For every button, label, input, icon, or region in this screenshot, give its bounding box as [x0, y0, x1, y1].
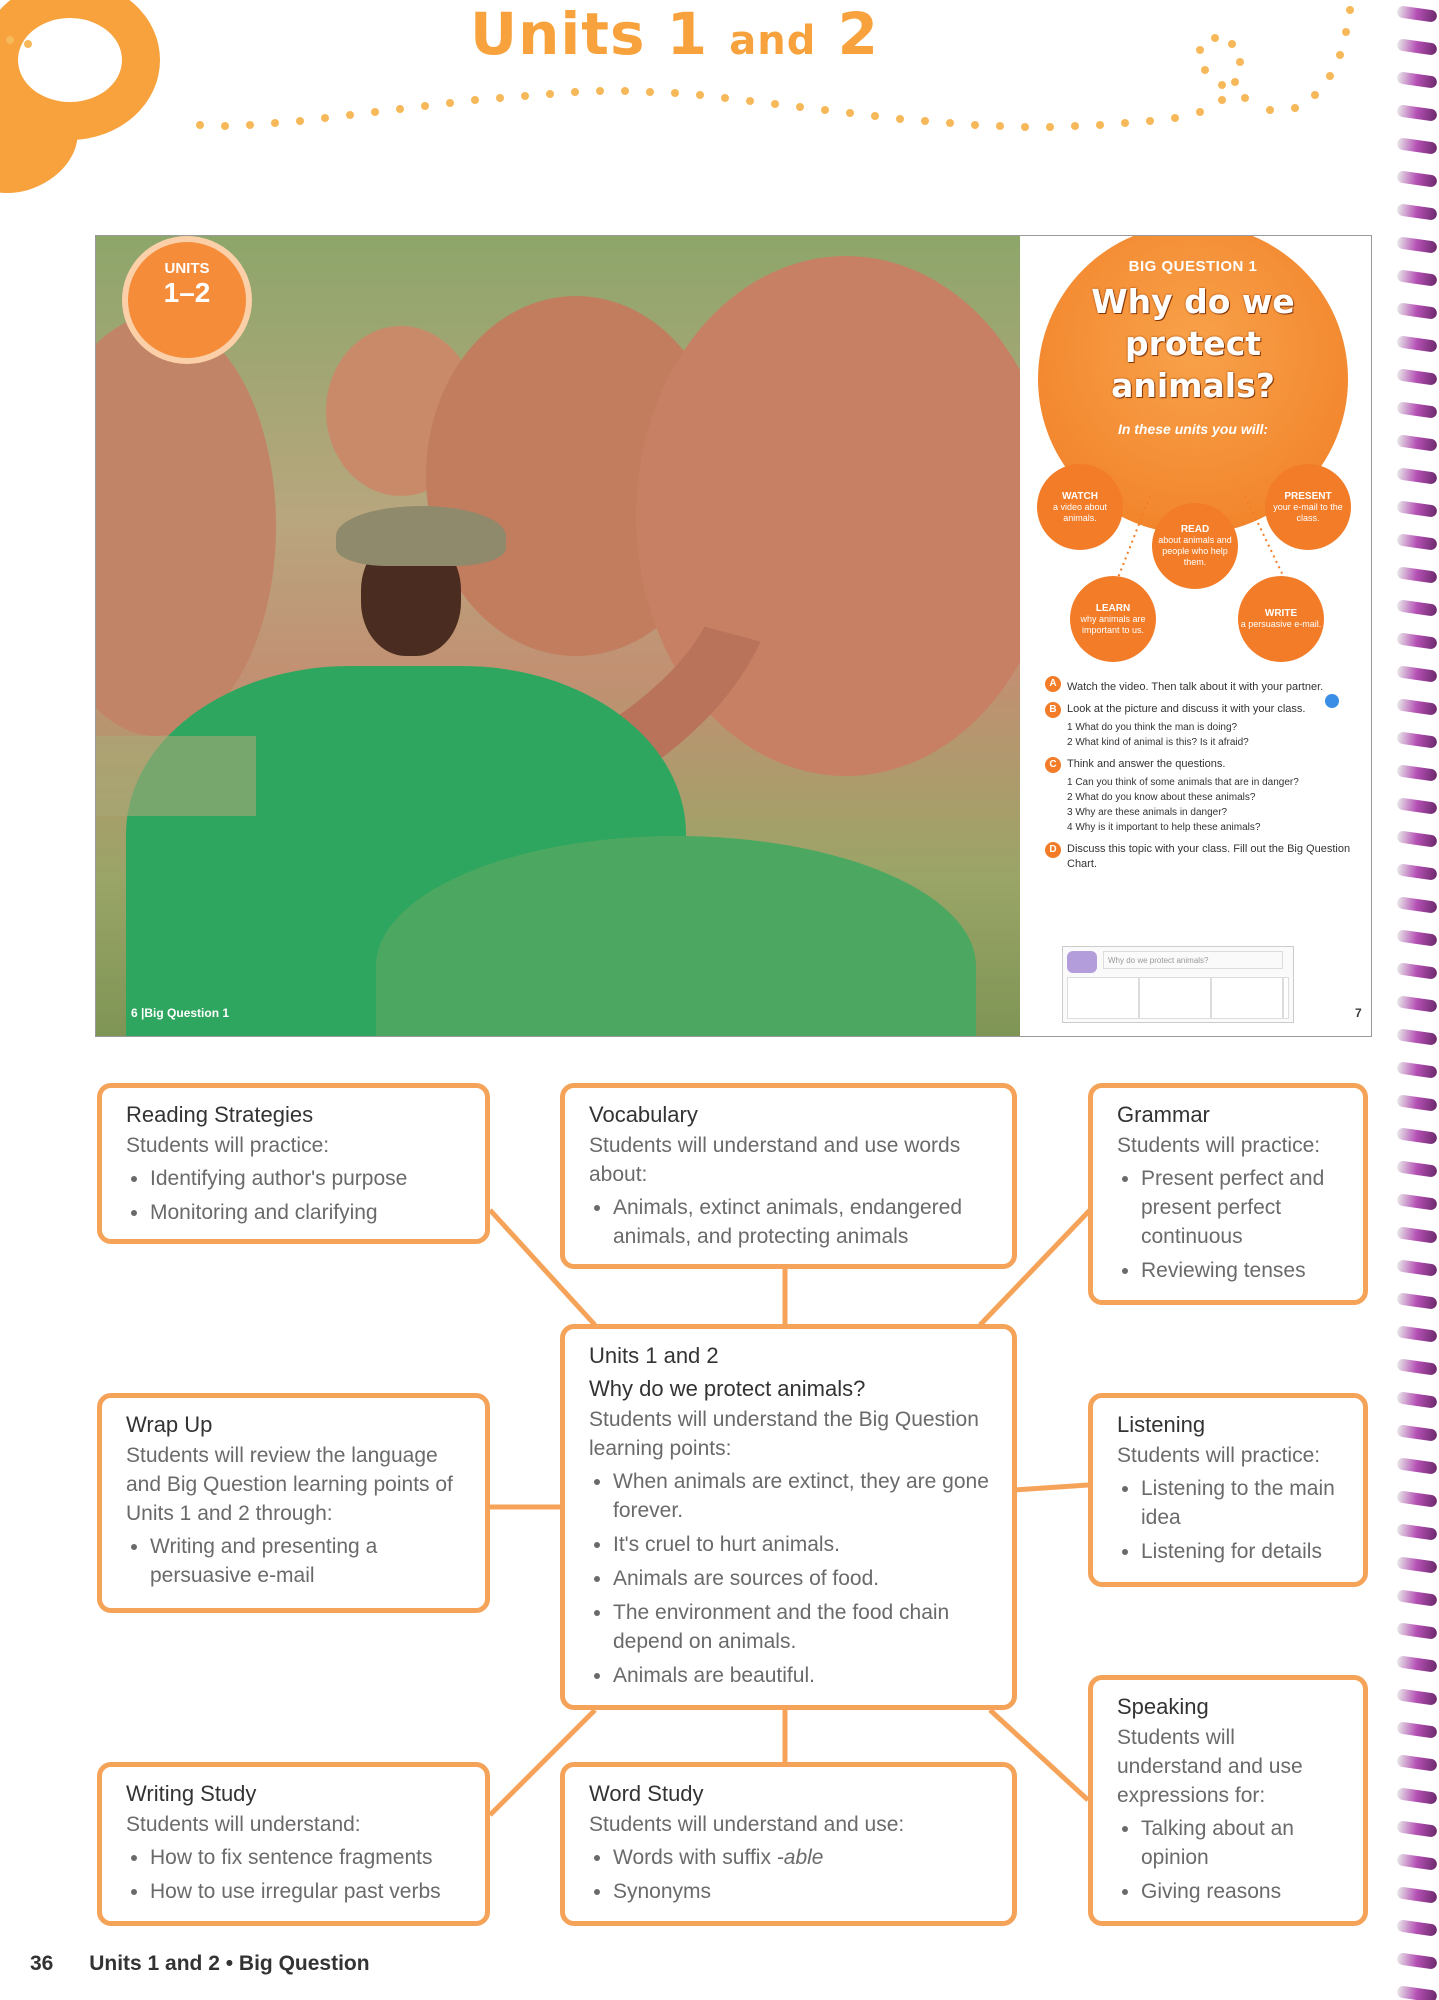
- central-big-question-box: [560, 1324, 1017, 1710]
- box-intro: Students will understand the Big Question learning points:: [589, 1408, 979, 1460]
- box-item: • It's cruel to hurt animals.: [613, 1530, 992, 1559]
- goal-watch-verb: WATCH: [1062, 490, 1098, 502]
- grammar-box: [1088, 1083, 1368, 1305]
- speaking-box: [1088, 1675, 1368, 1926]
- task-c-item: 4 Why is it important to help these animals?: [1067, 822, 1261, 833]
- task-b-item: 2 What kind of animal is this? Is it afraid?: [1067, 737, 1249, 748]
- word-study-box: [560, 1762, 1017, 1926]
- box-item: • Listening to the main idea: [1141, 1474, 1343, 1532]
- task-a-text: Watch the video. Then talk about it with your partner.: [1067, 681, 1324, 693]
- box-intro: Students will understand and use:: [589, 1813, 905, 1836]
- task-a-letter: A: [1045, 676, 1061, 692]
- box-item: • Synonyms: [613, 1877, 992, 1906]
- box-title: Grammar: [1117, 1102, 1210, 1127]
- task-b-text: Look at the picture and discuss it with your class.: [1067, 703, 1306, 715]
- box-title: Reading Strategies: [126, 1102, 314, 1127]
- box-item: • When animals are extinct, they are gone forever.: [613, 1467, 992, 1525]
- goal-learn-text: why animals are important to us.: [1080, 613, 1146, 635]
- box-item: • Identifying author's purpose: [150, 1164, 465, 1193]
- box-item: • Giving reasons: [1141, 1877, 1343, 1906]
- task-c-letter: C: [1045, 757, 1061, 773]
- suffix-able: -able: [776, 1846, 824, 1869]
- goal-learn-verb: LEARN: [1095, 602, 1131, 614]
- title-part2: 2: [837, 0, 879, 68]
- box-item: • Monitoring and clarifying: [150, 1198, 465, 1227]
- box-title: Writing Study: [126, 1781, 257, 1806]
- units-badge-line2: 1–2: [163, 277, 211, 308]
- listening-box: [1088, 1393, 1368, 1587]
- task-b-letter: B: [1045, 702, 1061, 718]
- box-title: Speaking: [1117, 1694, 1209, 1719]
- suffix-prefix-text: Words with suffix: [613, 1846, 777, 1869]
- big-question-intro: In these units you will:: [1117, 421, 1269, 437]
- goal-read-text: about animals and people who help them.: [1158, 535, 1232, 567]
- wrap-up-box: [97, 1393, 490, 1613]
- vocabulary-box: [560, 1083, 1017, 1269]
- box-intro: Students will understand:: [126, 1813, 361, 1836]
- goal-write-text: a persuasive e-mail.: [1240, 619, 1322, 629]
- box-item: • The environment and the food chain depend on animals.: [613, 1598, 992, 1656]
- title-and: and: [729, 18, 817, 64]
- box-intro: Students will review the language and Big Question learning points of Units 1 and 2 through:: [126, 1444, 453, 1525]
- task-c-text: Think and answer the questions.: [1067, 758, 1226, 770]
- box-title: Listening: [1117, 1412, 1206, 1437]
- right-page-number: 7: [1355, 1006, 1362, 1020]
- box-item: • How to fix sentence fragments: [150, 1843, 465, 1872]
- box-intro: Students will understand and use words about:: [589, 1134, 961, 1186]
- box-item: • Listening for details: [1141, 1537, 1343, 1566]
- big-question-text: Why do we protect animals?: [1091, 282, 1295, 405]
- writing-study-box: [97, 1762, 490, 1926]
- box-intro: Students will practice:: [126, 1134, 330, 1157]
- task-c-item: 2 What do you know about these animals?: [1067, 792, 1256, 803]
- box-title: Vocabulary: [589, 1102, 698, 1127]
- units-badge-line1: UNITS: [164, 260, 210, 277]
- box-title: Units 1 and 2: [589, 1343, 719, 1368]
- box-intro: Students will practice:: [1117, 1444, 1321, 1467]
- box-item: • Talking about an opinion: [1141, 1814, 1343, 1872]
- box-item: • How to use irregular past verbs: [150, 1877, 465, 1906]
- box-item: • Animals are sources of food.: [613, 1564, 992, 1593]
- page-number: 36: [30, 1952, 54, 1975]
- task-d-text: Discuss this topic with your class. Fill out the Big Question Chart.: [1067, 843, 1351, 870]
- task-d-letter: D: [1045, 842, 1061, 858]
- goal-read-verb: READ: [1180, 524, 1210, 535]
- box-subtitle: Why do we protect animals?: [589, 1376, 866, 1401]
- task-c-item: 3 Why are these animals in danger?: [1067, 807, 1228, 818]
- goal-watch-text: a video about animals.: [1052, 501, 1108, 523]
- title-part1: Units 1: [470, 0, 709, 68]
- box-intro: Students will understand and use expressions for:: [1117, 1726, 1303, 1807]
- box-item: • Reviewing tenses: [1141, 1256, 1343, 1285]
- box-title: Word Study: [589, 1781, 704, 1806]
- box-item: • Writing and presenting a persuasive e-mail: [150, 1532, 465, 1590]
- goal-present-verb: PRESENT: [1284, 490, 1332, 502]
- page-footer: [30, 1952, 370, 1976]
- box-item: • Animals, extinct animals, endangered animals, and protecting animals: [613, 1193, 992, 1251]
- left-page-footer: 6 |Big Question 1: [131, 1006, 230, 1020]
- box-intro: Students will practice:: [1117, 1134, 1321, 1157]
- task-c-item: 1 Can you think of some animals that are in danger?: [1067, 777, 1299, 788]
- chart-thumb-title: Why do we protect animals?: [1103, 951, 1283, 969]
- big-question-label: BIG QUESTION 1: [1128, 258, 1258, 275]
- footer-text: Units 1 and 2 • Big Question: [89, 1952, 370, 1975]
- box-title: Wrap Up: [126, 1412, 213, 1437]
- reading-strategies-box: [97, 1083, 490, 1244]
- task-b-item: 1 What do you think the man is doing?: [1067, 722, 1238, 733]
- box-item: • Present perfect and present perfect continuous: [1141, 1164, 1343, 1251]
- goal-present-text: your e-mail to the class.: [1273, 501, 1343, 523]
- goal-write-verb: WRITE: [1264, 608, 1298, 619]
- box-item: • Animals are beautiful.: [613, 1661, 992, 1690]
- box-item: [613, 1843, 992, 1872]
